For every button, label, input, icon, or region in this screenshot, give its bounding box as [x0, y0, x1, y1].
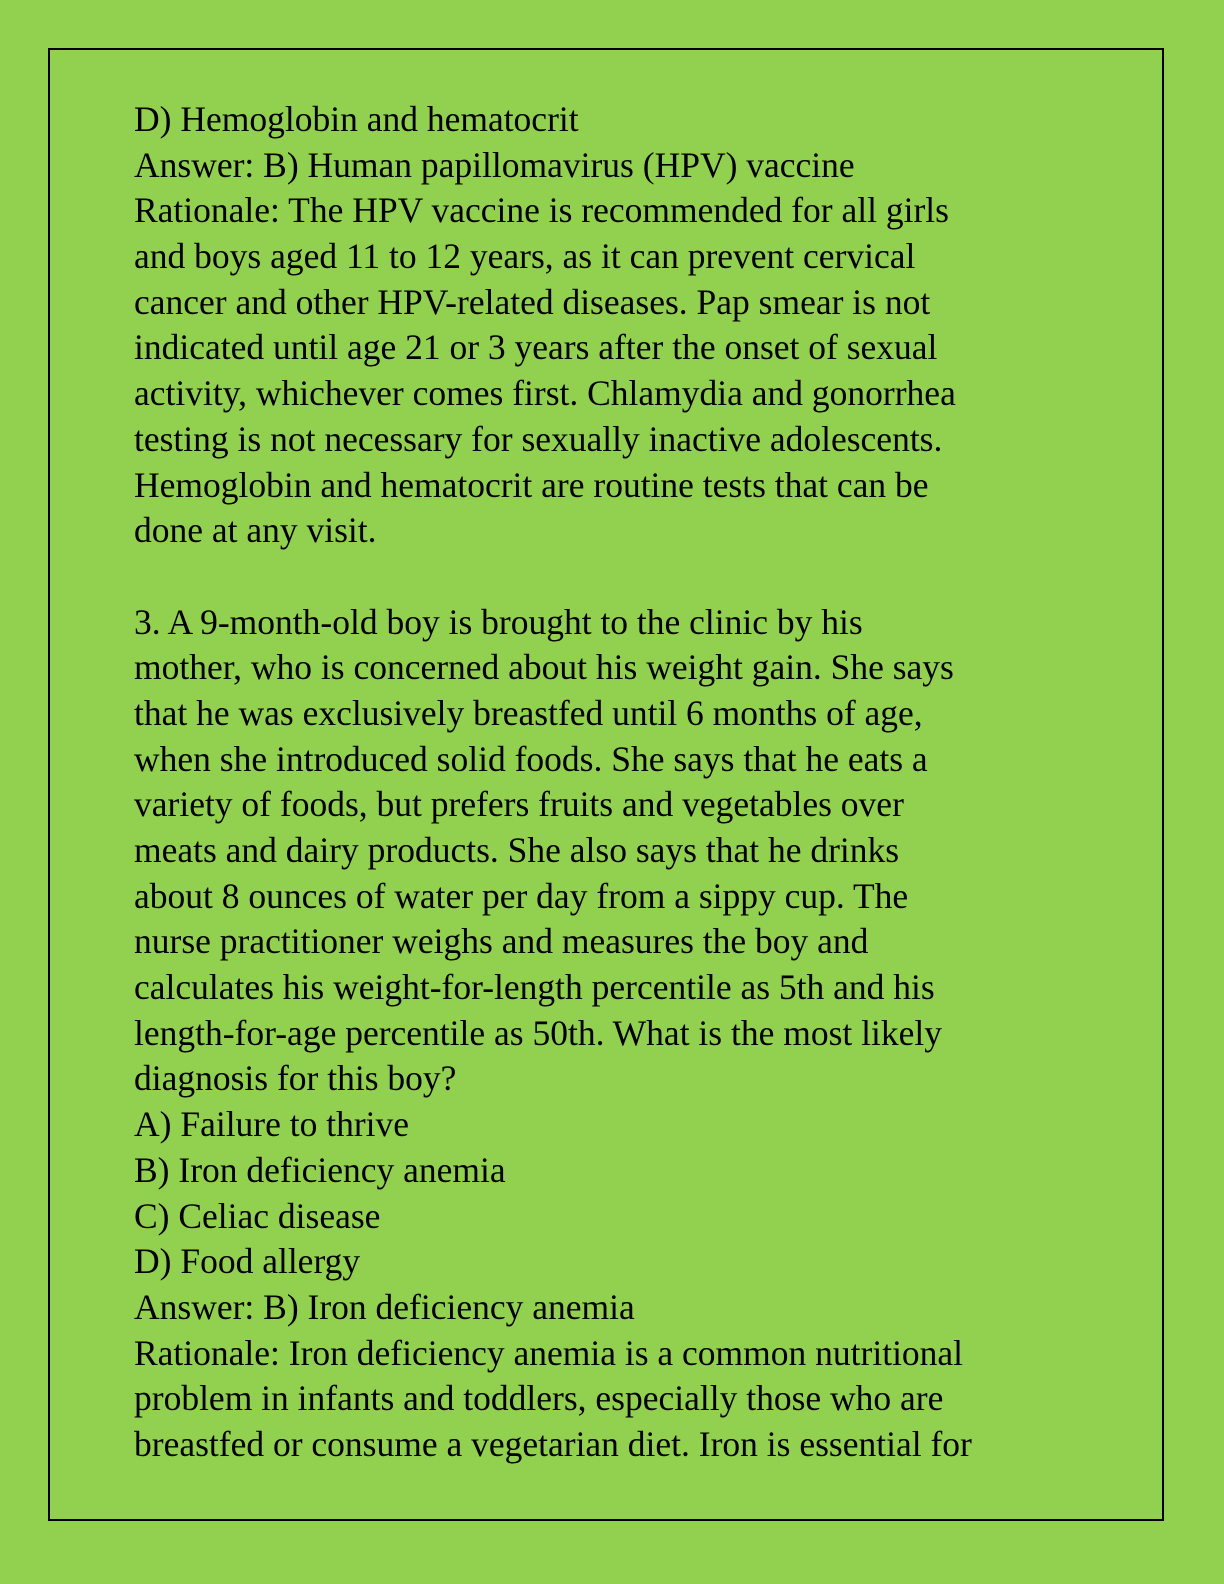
text-line: variety of foods, but prefers fruits and vegetables over [134, 784, 904, 825]
text-line: problem in infants and toddlers, especially those who are [134, 1378, 944, 1419]
answer-line: Answer: B) Iron deficiency anemia [134, 1286, 635, 1327]
text-line: Answer: B) Human papillomavirus (HPV) vaccine [134, 144, 855, 185]
text-line: calculates his weight-for-length percentile as 5th and his [134, 967, 935, 1008]
answer-option-a: A) Failure to thrive [134, 1104, 410, 1145]
text-line: and boys aged 11 to 12 years, as it can prevent cervical [134, 236, 916, 277]
text-line: mother, who is concerned about his weight gain. She says [134, 647, 954, 688]
text-line: when she introduced solid foods. She says that he eats a [134, 738, 928, 779]
text-line: indicated until age 21 or 3 years after the onset of sexual [134, 327, 938, 368]
text-line: length-for-age percentile as 50th. What is the most likely [134, 1012, 942, 1053]
text-line: Rationale: The HPV vaccine is recommended for all girls [134, 190, 949, 231]
text-line: meats and dairy products. She also says that he drinks [134, 830, 900, 870]
text-line: nurse practitioner weighs and measures the boy and [134, 921, 869, 962]
text-line: that he was exclusively breastfed until 6 months of age, [134, 692, 923, 733]
text-line: done at any visit. [134, 510, 377, 551]
text-line: diagnosis for this boy? [134, 1058, 457, 1099]
question-heading-line: 3. A 9-month-old boy is brought to the clinic by his [134, 601, 863, 642]
text-line: cancer and other HPV-related diseases. Pap smear is not [134, 281, 931, 322]
text-line: about 8 ounces of water per day from a sippy cup. The [134, 875, 909, 916]
text-line: testing is not necessary for sexually inactive adolescents. [134, 418, 943, 459]
paragraph-gap [134, 554, 1094, 600]
text-line: activity, whichever comes first. Chlamydia and gonorrhea [134, 373, 956, 414]
document-body [134, 97, 1094, 1468]
answer-option-d: D) Food allergy [134, 1241, 361, 1282]
answer-option-b: B) Iron deficiency anemia [134, 1149, 506, 1190]
text-line: Rationale: Iron deficiency anemia is a common nutritional [134, 1332, 964, 1373]
text-line: D) Hemoglobin and hematocrit [134, 99, 579, 139]
text-line: Hemoglobin and hematocrit are routine tests that can be [134, 464, 929, 505]
answer-option-c: C) Celiac disease [134, 1195, 381, 1236]
text-line: breastfed or consume a vegetarian diet. Iron is essential for [134, 1423, 972, 1464]
